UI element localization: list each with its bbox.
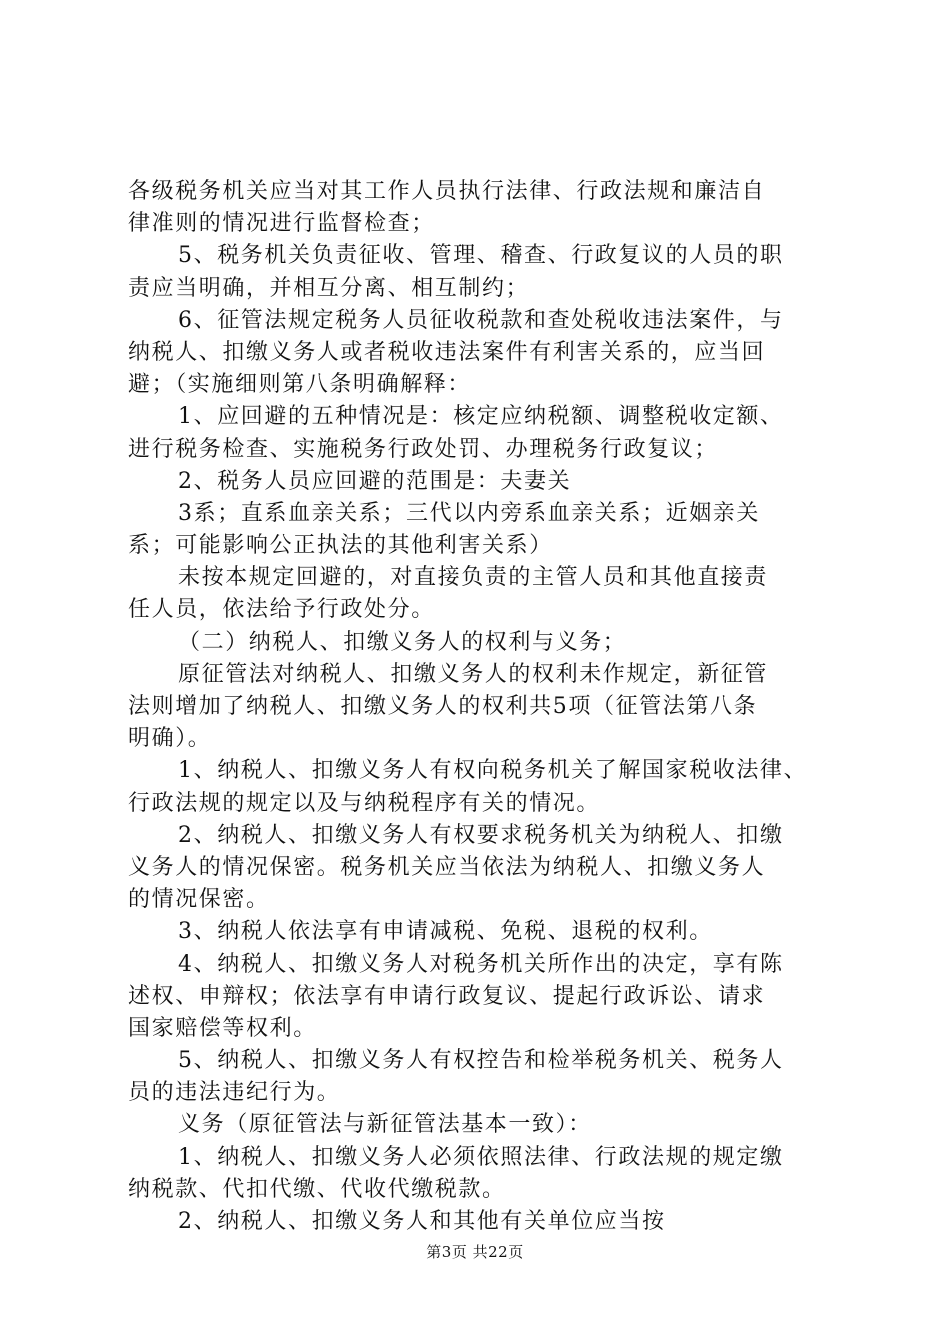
text-line: 纳税人、扣缴义务人或者税收违法案件有利害关系的，应当回 — [128, 339, 766, 365]
text-line: 责应当明确，并相互分离、相互制约； — [128, 275, 530, 301]
text-line: 5、纳税人、扣缴义务人有权控告和检举税务机关、税务人 — [178, 1048, 784, 1074]
text-line: 义务（原征管法与新征管法基本一致）： — [178, 1112, 592, 1138]
text-line: 6、征管法规定税务人员征收税款和查处税收违法案件，与 — [178, 307, 784, 333]
text-line: 义务人的情况保密。税务机关应当依法为纳税人、扣缴义务人 — [128, 854, 766, 880]
text-line: （二）纳税人、扣缴义务人的权利与义务； — [178, 629, 627, 655]
text-line: 未按本规定回避的，对直接负责的主管人员和其他直接责 — [178, 565, 769, 591]
text-line: 进行税务检查、实施税务行政处罚、办理税务行政复议； — [128, 436, 719, 462]
text-line: 1、应回避的五种情况是：核定应纳税额、调整税收定额、 — [178, 404, 784, 430]
text-line: 原征管法对纳税人、扣缴义务人的权利未作规定，新征管 — [178, 661, 769, 687]
text-line: 任人员，依法给予行政处分。 — [128, 597, 435, 623]
text-line: 5、税务机关负责征收、管理、稽查、行政复议的人员的职 — [178, 243, 784, 269]
text-line: 3系；直系血亲关系；三代以内旁系血亲关系；近姻亲关 — [178, 500, 760, 526]
text-line: 1、纳税人、扣缴义务人必须依照法律、行政法规的规定缴 — [178, 1144, 784, 1170]
text-line: 律准则的情况进行监督检查； — [128, 211, 435, 237]
text-line: 1、纳税人、扣缴义务人有权向税务机关了解国家税收法律、 — [178, 758, 808, 784]
page-footer: 第3页 共22页 — [426, 1243, 524, 1261]
text-line: 明确）。 — [128, 726, 212, 752]
text-line: 2、税务人员应回避的范围是：夫妻关 — [178, 468, 572, 494]
text-line: 2、纳税人、扣缴义务人和其他有关单位应当按 — [178, 1209, 666, 1234]
text-line: 避；（实施细则第八条明确解释： — [128, 372, 472, 398]
text-line: 4、纳税人、扣缴义务人对税务机关所作出的决定，享有陈 — [178, 951, 784, 977]
text-line: 的情况保密。 — [128, 887, 270, 913]
text-line: 行政法规的规定以及与纳税程序有关的情况。 — [128, 790, 601, 816]
text-line: 各级税务机关应当对其工作人员执行法律、行政法规和廉洁自 — [128, 179, 766, 204]
document-body — [128, 176, 828, 1238]
text-line: 3、纳税人依法享有申请减税、免税、退税的权利。 — [178, 919, 713, 945]
text-line: 2、纳税人、扣缴义务人有权要求税务机关为纳税人、扣缴 — [178, 822, 784, 848]
text-line: 国家赔偿等权利。 — [128, 1015, 317, 1041]
text-line: 员的违法违纪行为。 — [128, 1080, 341, 1106]
text-line: 系；可能影响公正执法的其他利害关系） — [128, 533, 553, 559]
text-line: 纳税款、代扣代缴、代收代缴税款。 — [128, 1176, 506, 1202]
text-line: 法则增加了纳税人、扣缴义务人的权利共5项（征管法第八条 — [128, 694, 758, 719]
text-line: 述权、申辩权；依法享有申请行政复议、提起行政诉讼、请求 — [128, 983, 766, 1009]
